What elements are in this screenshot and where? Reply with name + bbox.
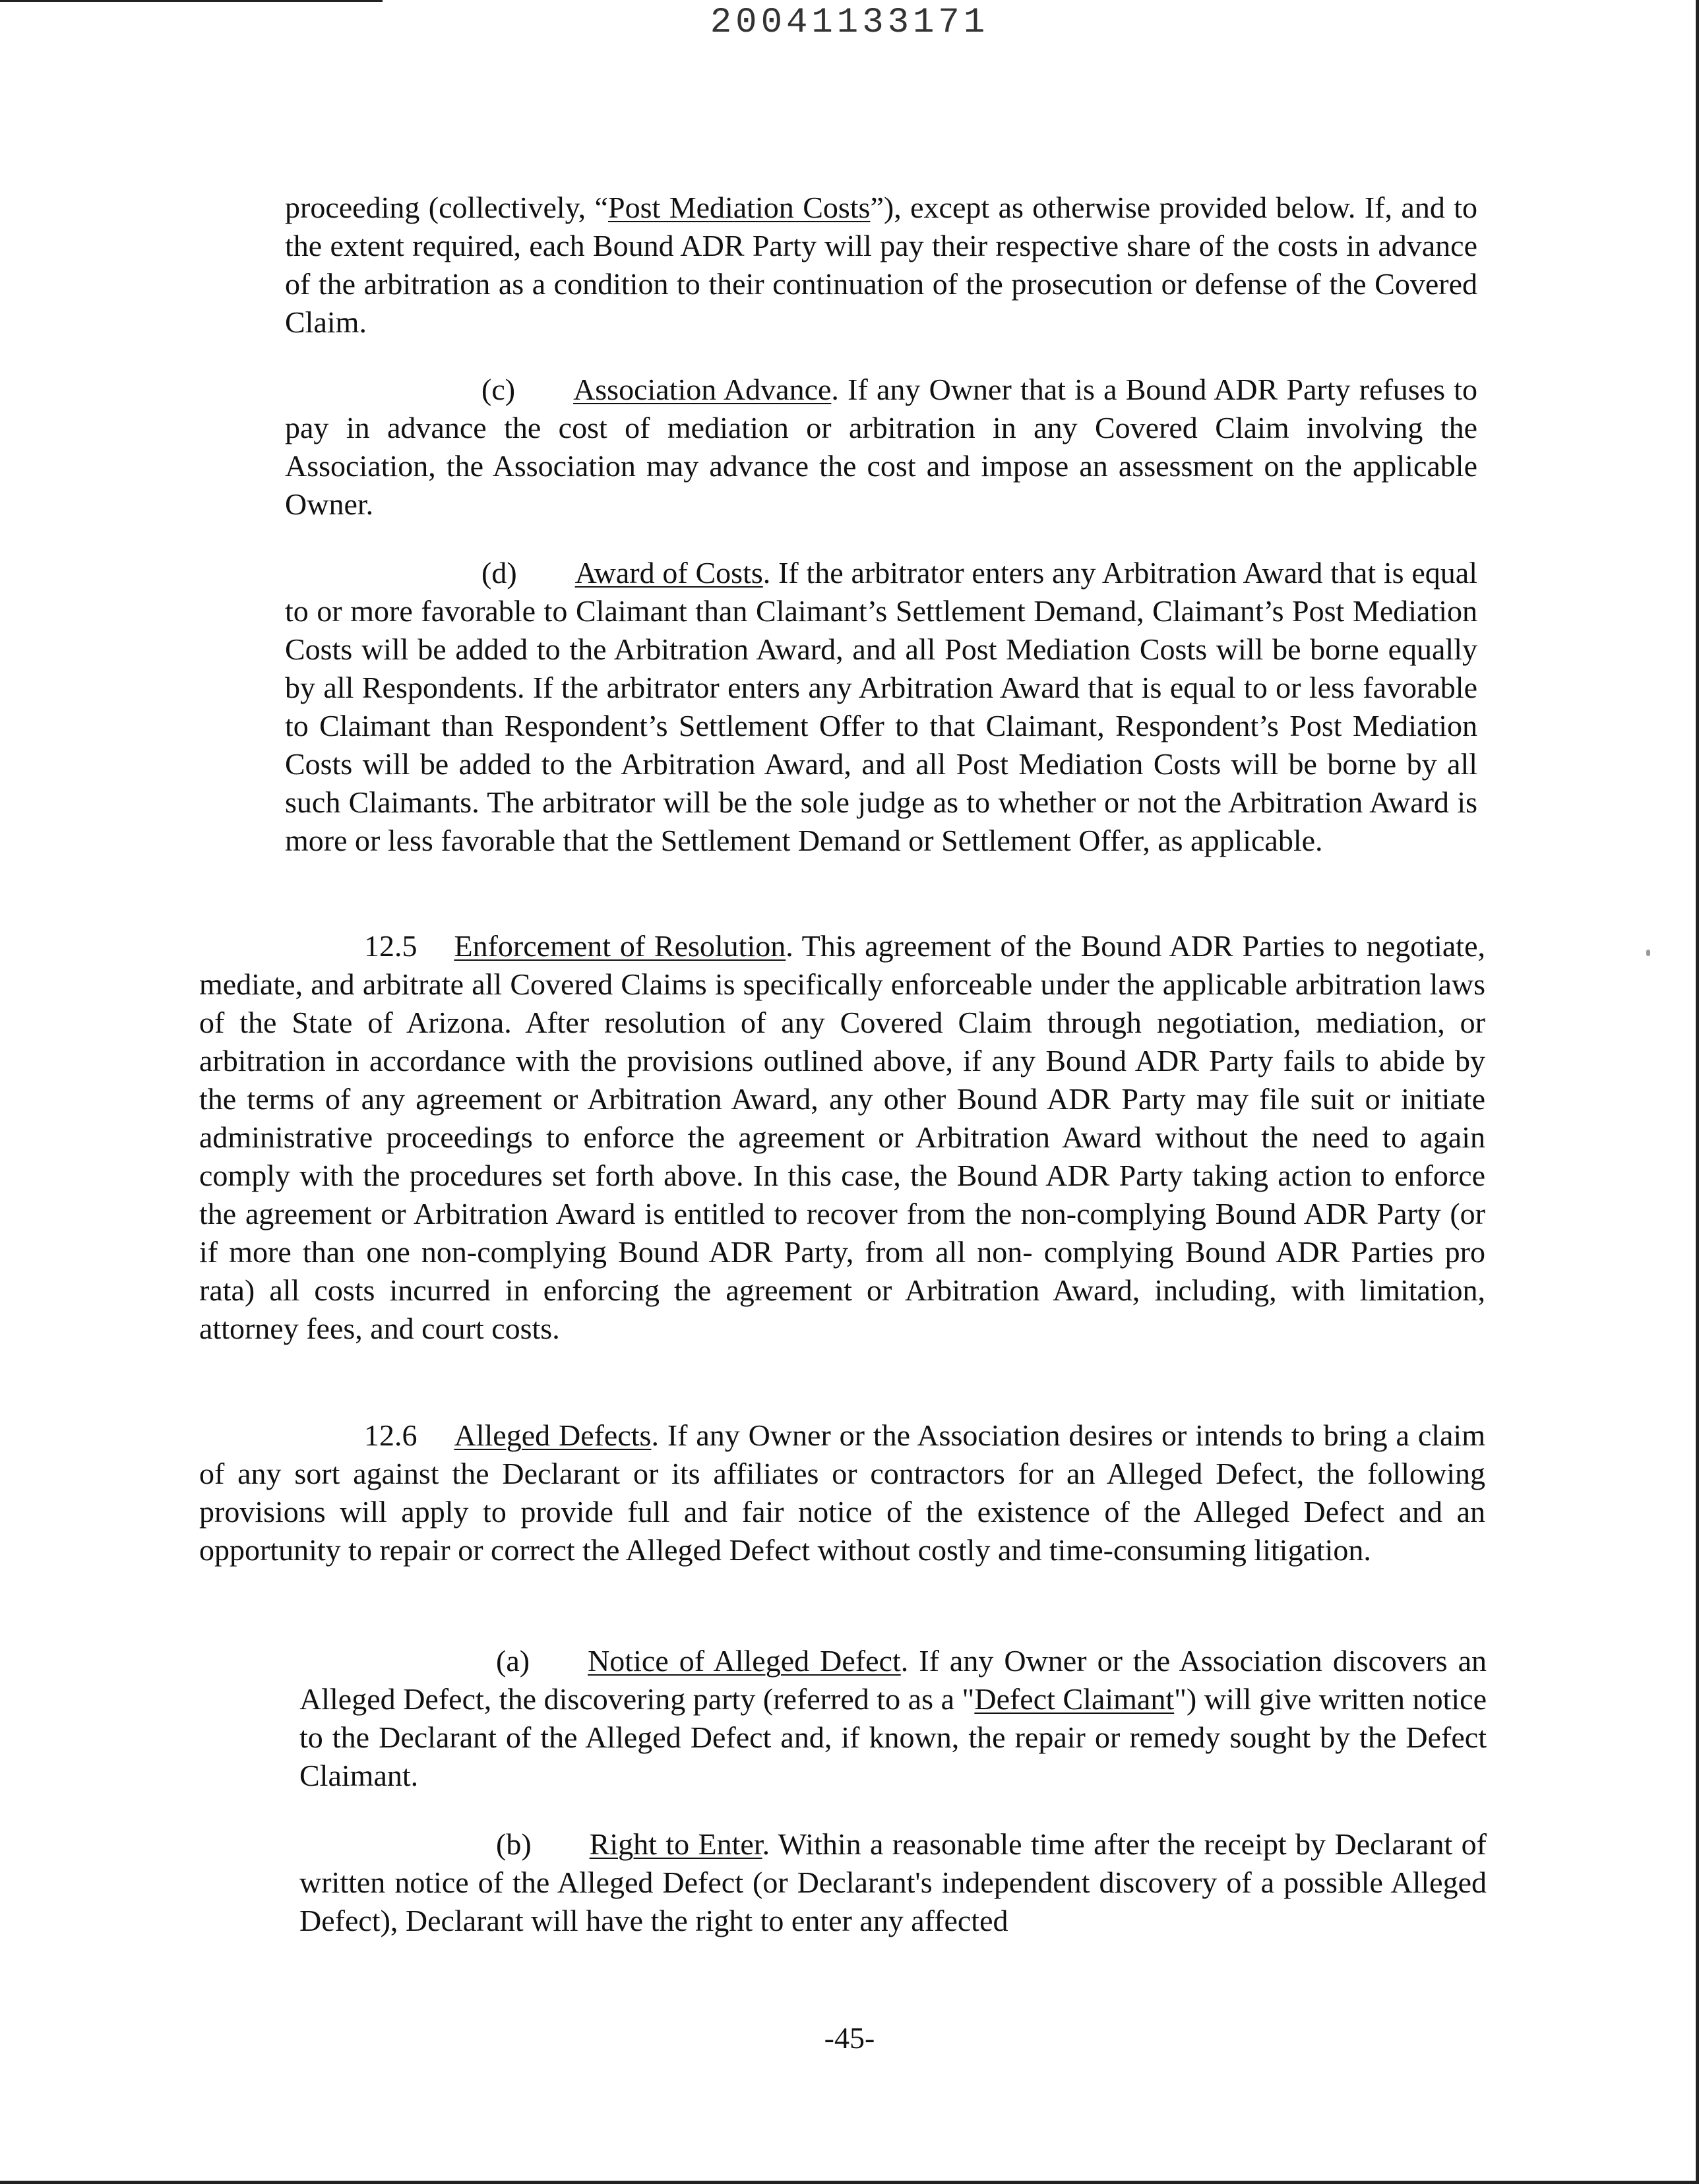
document-number: 20041133171 bbox=[710, 3, 989, 43]
item-heading: Association Advance bbox=[573, 373, 832, 406]
scan-edge-bottom bbox=[0, 2181, 1699, 2184]
defined-term: Defect Claimant bbox=[974, 1682, 1175, 1716]
text: . Within a reasonable time after the receipt by Declarant of written notice of the Alleged Defect (or Declarant's independent discovery of a possible Alleged Defect), Declarant will have the right to enter any affected bbox=[299, 1827, 1487, 1937]
scan-speck bbox=[1646, 950, 1650, 956]
item-label: (d) bbox=[481, 556, 517, 590]
text: . If any Owner or the Association desires or intends to bring a claim of any sort against the Declarant or its affiliates or contractors for an Alleged Defect, the following provisions will apply to provide full and fair notice of the existence of the Alleged Defect and an opportunity to repair or correct the Alleged Defect without costly and time-consuming litigation. bbox=[199, 1418, 1485, 1567]
text: . If the arbitrator enters any Arbitration Award that is equal to or more favorable to Claimant than Claimant’s Settlement Demand, Claimant’s Post Mediation Costs will be added to the Arbitration Award, and all Post Mediation Costs will be borne equally by all Respondents. If the arbitrator enters any Arbitration Award that is equal to or less favorable to Claimant than Respondent’s Settlement Offer to that Claimant, Respondent’s Post Mediation Costs will be added to the Arbitration Award, and all Post Mediation Costs will be borne by all such Claimants. The arbitrator will be the sole judge as to whether or not the Arbitration Award is more or less favorable that the Settlement Demand or Settlement Offer, as applicable. bbox=[285, 556, 1477, 857]
paragraph-award-of-costs bbox=[285, 554, 1477, 860]
item-heading: Notice of Alleged Defect bbox=[588, 1644, 901, 1678]
section-heading: Alleged Defects bbox=[454, 1418, 652, 1452]
page-number: -45- bbox=[824, 2021, 875, 2055]
text: . This agreement of the Bound ADR Parties to negotiate, mediate, and arbitrate all Covered Claims is specifically enforceable under the applicable arbitration laws of the State of Arizona. After resolution of any Covered Claim through negotiation, mediation, or arbitration in accordance with the provisions outlined above, if any Bound ADR Party fails to abide by the terms of any agreement or Arbitration Award, any other Bound ADR Party may file suit or initiate administrative proceedings to enforce the agreement or Arbitration Award without the need to again comply with the procedures set forth above. In this case, the Bound ADR Party taking action to enforce the agreement or Arbitration Award is entitled to recover from the non-complying Bound ADR Party (or if more than one non-complying Bound ADR Party, from all non- complying Bound ADR Parties pro rata) all costs incurred in enforcing the agreement or Arbitration Award, including, with limitation, attorney fees, and court costs. bbox=[199, 929, 1485, 1345]
text: . If any Owner that is a Bound ADR Party refuses to pay in advance the cost of mediation or arbitration in any Covered Claim involving the Association, the Association may advance the cost and impose an assessment on the applicable Owner. bbox=[285, 373, 1477, 521]
section-12-6-alleged-defects bbox=[199, 1416, 1485, 1569]
item-label: (b) bbox=[496, 1827, 532, 1861]
scan-edge-right bbox=[1696, 0, 1699, 2184]
item-heading: Right to Enter bbox=[589, 1827, 762, 1861]
section-number: 12.6 bbox=[364, 1418, 417, 1452]
section-12-5-enforcement-of-resolution bbox=[199, 927, 1485, 1348]
scan-edge-top bbox=[0, 0, 383, 2]
paragraph-notice-of-alleged-defect bbox=[299, 1642, 1487, 1795]
text: proceeding (collectively, “ bbox=[285, 191, 609, 224]
defined-term: Post Mediation Costs bbox=[608, 191, 871, 224]
paragraph-association-advance bbox=[285, 371, 1477, 524]
section-number: 12.5 bbox=[364, 929, 417, 963]
item-label: (a) bbox=[496, 1644, 530, 1678]
item-label: (c) bbox=[481, 373, 516, 406]
section-heading: Enforcement of Resolution bbox=[454, 929, 786, 963]
paragraph-right-to-enter bbox=[299, 1825, 1487, 1940]
text: ”), except as otherwise provided below. If, and to the extent required, each Bound ADR Party will pay their respective share of the costs in advance of the arbitration as a condition to their continuation of the prosecution or defense of the Covered Claim. bbox=[285, 191, 1478, 339]
text: . If any Owner or the Association discovers an Alleged Defect, the discovering party (referred to as a " bbox=[299, 1644, 1487, 1716]
text: ") will give written notice to the Declarant of the Alleged Defect and, if known, the repair or remedy sought by the Defect Claimant. bbox=[299, 1682, 1487, 1792]
paragraph-post-mediation-costs bbox=[285, 189, 1477, 342]
item-heading: Award of Costs bbox=[574, 556, 763, 590]
